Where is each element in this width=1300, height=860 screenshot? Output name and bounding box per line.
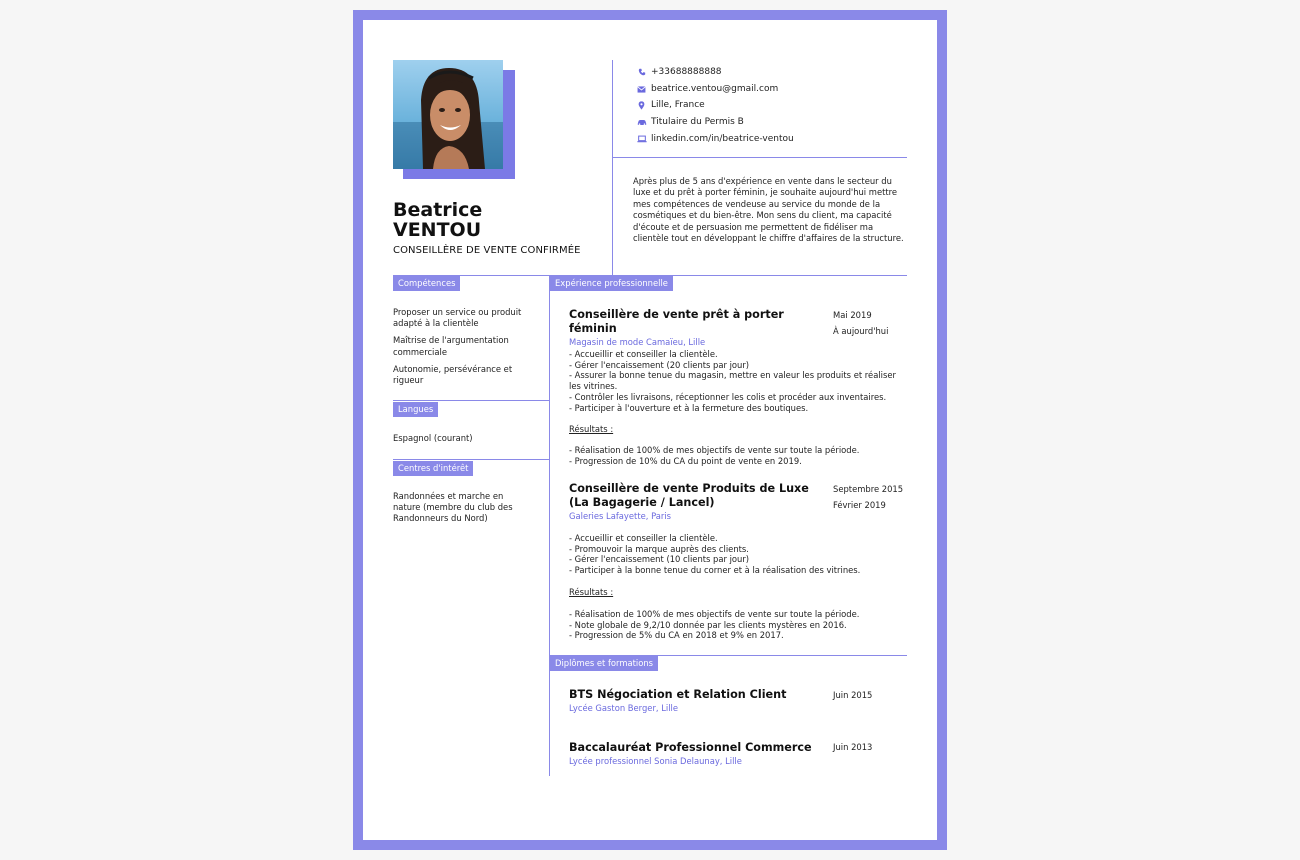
sidebar-divider [393, 459, 550, 460]
candidate-name [393, 200, 482, 240]
job-company-1: Magasin de mode Camaïeu, Lille [569, 337, 706, 347]
list-item: - Participer à l'ouverture et à la fermeture des boutiques. [569, 402, 809, 413]
contact-block [635, 64, 794, 147]
job-title: CONSEILLÈRE DE VENTE CONFIRMÉE [393, 245, 581, 256]
education-entry-2 [569, 741, 827, 767]
job-results-1 [569, 445, 909, 466]
job-title-2: Conseillère de vente Produits de Luxe (La Bagagerie / Lancel) [569, 482, 809, 509]
education-heading: Diplômes et formations [550, 656, 658, 671]
job-title-1: Conseillère de vente prêt à porter féminin [569, 308, 784, 335]
job-results-label-2: Résultats : [569, 587, 614, 597]
degree-title-1: BTS Négociation et Relation Client [569, 688, 787, 701]
list-item: - Note globale de 9,2/10 donnée par les clients mystères en 2016. [569, 619, 847, 630]
header-divider-vertical [612, 60, 613, 276]
contact-email: beatrice.ventou@gmail.com [635, 81, 794, 98]
list-item: - Accueillir et conseiller la clientèle. [569, 349, 718, 359]
last-name: VENTOU [393, 219, 482, 241]
list-item: Randonnées et marche en nature (membre du club des Randonneurs du Nord) [393, 491, 513, 524]
list-item: - Assurer la bonne tenue du magasin, mettre en valeur les produits et réaliser les vitrines. [569, 370, 896, 392]
job-dates-1: Mai 2019 À aujourd'hui [833, 310, 889, 336]
languages-list [393, 433, 539, 450]
phone-icon [635, 68, 648, 76]
list-item: - Participer à la bonne tenue du corner et à la réalisation des vitrines. [569, 565, 861, 576]
list-item: - Gérer l'encaissement (10 clients par jour) [569, 554, 750, 565]
skills-heading: Compétences [393, 276, 460, 291]
profile-summary: Après plus de 5 ans d'expérience en vente dans le secteur du luxe et du prêt à porter féminin, je souhaite aujourd'hui mettre mes compétences de vendeuse au service du monde de la cosmétiques et du bien-être. Mon sens du client, ma capacité d'écoute et de persuasion me permettent de fidéliser ma clientèle tout en développant le chiffre d'affaires de la structure. [633, 176, 904, 244]
interests-heading: Centres d'intérêt [393, 461, 473, 476]
location-icon [635, 101, 648, 110]
list-item: - Progression de 5% du CA en 2018 et 9% en 2017. [569, 630, 784, 641]
list-item: - Progression de 10% du CA du point de vente en 2019. [569, 455, 802, 466]
job-company-2: Galeries Lafayette, Paris [569, 511, 672, 521]
sidebar-divider [393, 400, 550, 401]
list-item: - Réalisation de 100% de mes objectifs de vente sur toute la période. [569, 445, 860, 455]
contact-linkedin: linkedin.com/in/beatrice-ventou [635, 131, 794, 148]
job-results-2 [569, 609, 909, 641]
contact-phone: +33688888888 [635, 64, 794, 81]
list-item: Espagnol (courant) [393, 433, 473, 443]
laptop-icon [635, 135, 648, 143]
degree-date-2: Juin 2013 [833, 742, 873, 752]
education-entry-1 [569, 688, 824, 714]
job-dates-2: Septembre 2015 Février 2019 [833, 484, 904, 510]
list-item: - Gérer l'encaissement (20 clients par jour) [569, 359, 750, 370]
email-icon [635, 86, 648, 93]
degree-school-2: Lycée professionnel Sonia Delaunay, Lille [569, 756, 742, 766]
job-tasks-2 [569, 533, 909, 576]
experience-heading: Expérience professionnelle [550, 276, 673, 291]
degree-date-1: Juin 2015 [833, 690, 873, 700]
list-item: - Accueillir et conseiller la clientèle. [569, 533, 718, 543]
main-column-divider [549, 276, 550, 776]
contact-license: Titulaire du Permis B [635, 114, 794, 131]
contact-divider [612, 157, 907, 158]
job-results-label-1: Résultats : [569, 424, 614, 434]
interests-list [393, 491, 533, 531]
list-item: - Contrôler les livraisons, réceptionner les colis et procéder aux inventaires. [569, 391, 887, 402]
degree-title-2: Baccalauréat Professionnel Commerce [569, 741, 812, 754]
languages-heading: Langues [393, 402, 438, 417]
skills-list [393, 307, 539, 392]
cv-frame [353, 10, 947, 850]
job-entry-1 [569, 308, 824, 348]
contact-location: Lille, France [635, 97, 794, 114]
cv-page [363, 20, 937, 840]
list-item: - Réalisation de 100% de mes objectifs de vente sur toute la période. [569, 609, 860, 619]
job-entry-2 [569, 482, 821, 522]
car-icon [635, 119, 648, 126]
first-name: Beatrice [393, 199, 483, 221]
job-tasks-1 [569, 349, 909, 413]
list-item: Proposer un service ou produit adapté à la clientèle [393, 307, 522, 329]
list-item: - Promouvoir la marque auprès des clients. [569, 543, 749, 554]
degree-school-1: Lycée Gaston Berger, Lille [569, 703, 679, 713]
list-item: Autonomie, persévérance et rigueur [393, 363, 513, 386]
profile-photo [393, 60, 503, 169]
list-item: Maîtrise de l'argumentation commerciale [393, 335, 509, 357]
